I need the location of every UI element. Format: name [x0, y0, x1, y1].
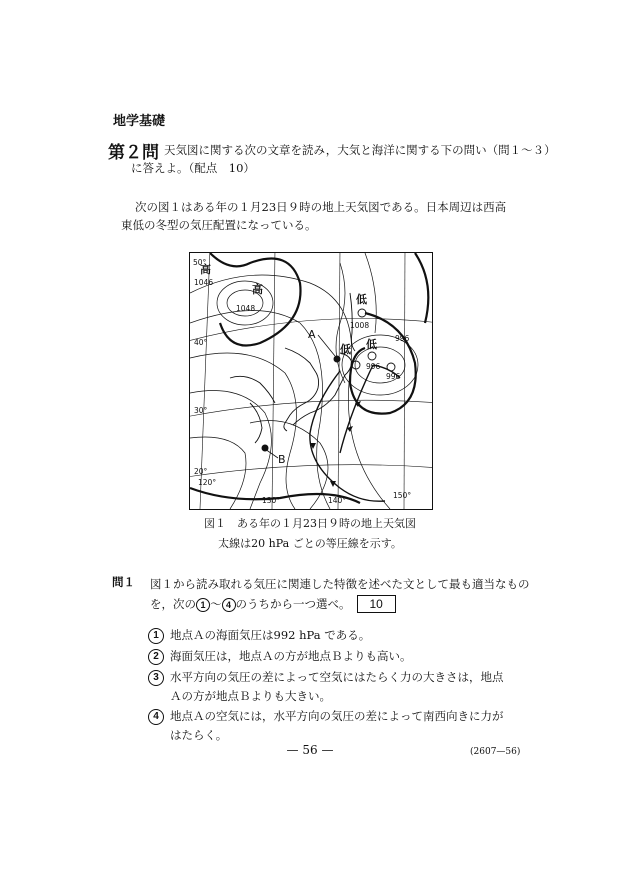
option-number-circle: 1 — [148, 628, 164, 644]
isobar-thick — [210, 253, 301, 346]
range-tilde: ～ — [210, 597, 222, 611]
cold-front — [340, 365, 373, 453]
subquestion-1-line-a: 図１から読み取れる気圧に関連した特徴を述べた文として最も適当なもの — [150, 577, 530, 591]
option-text: 地点Ａの海面気圧は992 hPa である。 — [170, 628, 371, 642]
high-label-2: 高 — [252, 283, 263, 296]
isobar — [336, 263, 345, 383]
pressure-label-996: 996 — [395, 334, 410, 343]
weather-map — [189, 252, 433, 510]
pressure-label-996: 996 — [366, 362, 381, 371]
option-2[interactable] — [148, 647, 528, 666]
latitude-label-20: 20° — [194, 467, 208, 476]
answer-box[interactable]: 10 — [357, 595, 396, 613]
subquestion-1-number: 問１ — [112, 575, 135, 589]
low-center-mark — [368, 352, 376, 360]
pressure-label-1046: 1046 — [194, 278, 214, 287]
latitude-label-40: 40° — [194, 338, 208, 347]
low-center-mark — [387, 363, 395, 371]
isobar-thick — [415, 253, 428, 323]
low-label-3: 低 — [366, 338, 377, 351]
longitude-label-150: 150° — [393, 491, 412, 500]
option-number-circle: 4 — [148, 709, 164, 725]
lat-line-20 — [190, 465, 432, 478]
option-1[interactable] — [148, 626, 528, 645]
option-number-circle: 4 — [222, 598, 236, 612]
subject-title: 地学基礎 — [113, 114, 166, 129]
question-number: 第２問 — [108, 143, 159, 163]
figure-note: 太線は20 hPa ごとの等圧線を示す。 — [218, 537, 402, 550]
longitude-label-130: 130° — [262, 496, 281, 505]
cold-front — [310, 371, 385, 501]
pointer-line-A — [318, 335, 335, 356]
option-number-circle: 3 — [148, 670, 164, 686]
point-A-label: A — [308, 328, 316, 341]
intro-paragraph: 次の図１はある年の１月23日９時の地上天気図である。日本周辺は西高東低の冬型の気圧配置になっている。 — [121, 200, 507, 232]
pressure-label-1008: 1008 — [350, 321, 370, 330]
latitude-label-30: 30° — [194, 406, 208, 415]
low-center-mark — [352, 361, 360, 369]
page-code: (2607—56) — [470, 747, 521, 757]
high-label-1: 高 — [200, 263, 211, 276]
option-3[interactable] — [148, 668, 528, 706]
point-B-dot — [262, 445, 269, 452]
option-number-circle: 2 — [148, 649, 164, 665]
front-symbols — [310, 401, 361, 487]
lon-line-140 — [338, 253, 340, 509]
option-number-circle: 1 — [196, 598, 210, 612]
subquestion-1-text — [150, 574, 530, 614]
lon-line-150 — [404, 253, 405, 509]
page-number: — 56 — — [286, 743, 334, 757]
subquestion-1-line-b-end: のうちから一つ選べ。 — [235, 597, 351, 611]
longitude-label-140: 140° — [328, 496, 347, 505]
lat-line-30 — [190, 400, 432, 418]
option-text: 海面気圧は，地点Ａの方が地点Ｂよりも高い。 — [170, 649, 412, 663]
isobar — [190, 275, 390, 509]
pressure-label-1048: 1048 — [236, 304, 256, 313]
pressure-label-996: 996 — [386, 372, 401, 381]
isobar — [217, 281, 273, 325]
point-A-dot — [334, 356, 341, 363]
latitude-label-50: 50° — [193, 258, 207, 267]
weather-map-svg — [190, 253, 432, 509]
low-center-mark — [358, 309, 366, 317]
question-text-line1: 天気図に関する次の文章を読み，大気と海洋に関する下の問い（問１～３） — [164, 143, 556, 157]
subquestion-1-line-b — [150, 594, 530, 614]
low-label-1: 低 — [356, 293, 367, 306]
point-B-label: B — [278, 453, 286, 466]
option-4[interactable] — [148, 707, 528, 745]
question-text-line2: に答えよ。（配点 10） — [131, 161, 255, 175]
lon-line-130 — [272, 253, 275, 509]
longitude-label-120: 120° — [198, 478, 217, 487]
option-text: 地点Ａの空気には，水平方向の気圧の差によって南西向きに力がはたらく。 — [170, 709, 504, 742]
coastline-taiwan-area — [250, 403, 262, 443]
low-label-2: 低 — [340, 343, 351, 356]
subquestion-1-line-b-start: を，次の — [150, 597, 196, 611]
coastline — [230, 376, 275, 403]
figure-caption: 図１ ある年の１月23日９時の地上天気図 — [204, 517, 416, 530]
option-text: 水平方向の気圧の差によって空気にはたらく力の大きさは，地点Ａの方が地点Ｂよりも大きい。 — [170, 670, 504, 703]
